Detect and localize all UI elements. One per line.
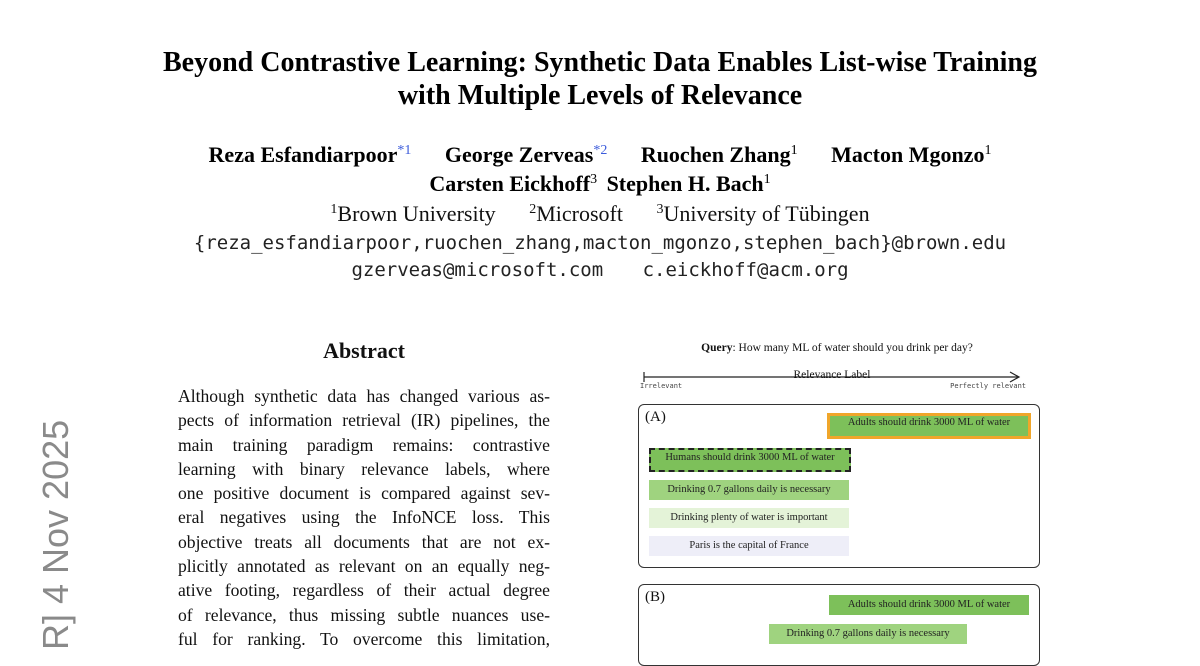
panel-b bbox=[638, 584, 1040, 666]
abstract-line: plicitly annotated as relevant on an equally neg- bbox=[178, 556, 550, 577]
affiliation-1: $^1$Brown University bbox=[330, 201, 496, 226]
panel-b-doc-2: Drinking 0.7 gallons daily is necessary bbox=[769, 624, 967, 644]
abstract-line: of relevance, thus missing subtle nuances use- bbox=[178, 604, 550, 625]
panel-b-label: (B) bbox=[645, 589, 665, 605]
abstract-line: pects of information retrieval (IR) pipelines, the bbox=[178, 410, 550, 431]
paper-title bbox=[100, 46, 1100, 112]
author-1: Reza Esfandiarpoor$^{*1}$ bbox=[208, 142, 412, 167]
abstract-line: ful for ranking. To overcome this limitation, bbox=[178, 628, 550, 649]
abstract-line: eral negatives using the InfoNCE loss. This bbox=[178, 507, 550, 528]
panel-a-doc-1: Adults should drink 3000 ML of water bbox=[827, 413, 1031, 439]
figure-query: Query: How many ML of water should you drink per day? bbox=[701, 342, 973, 354]
abstract-body bbox=[178, 384, 550, 651]
abstract-line: learning with binary relevance labels, where bbox=[178, 458, 550, 479]
panel-a bbox=[638, 404, 1040, 568]
title-line-2: with Multiple Levels of Relevance bbox=[397, 80, 803, 111]
panel-a-doc-5: Paris is the capital of France bbox=[649, 536, 849, 556]
author-4: Macton Mgonzo$^1$ bbox=[831, 142, 992, 167]
author-6: Stephen H. Bach$^1$ bbox=[606, 171, 771, 196]
author-5: Carsten Eickhoff$^3$ bbox=[429, 171, 598, 196]
panel-a-doc-3: Drinking 0.7 gallons daily is necessary bbox=[649, 480, 849, 500]
affiliations bbox=[100, 200, 1100, 228]
email-line-1: {reza_esfandiarpoor,ruochen_zhang,macton_mgonzo,stephen_bach}@brown.edu bbox=[193, 232, 1007, 254]
axis-left-label: Irrelevant bbox=[640, 382, 683, 390]
axis-right-label: Perfectly relevant bbox=[950, 382, 1026, 390]
email-line-2 bbox=[100, 257, 1100, 283]
abstract-line: main training paradigm remains: contrastive bbox=[178, 434, 550, 455]
author-2: George Zerveas$^{*2}$ bbox=[444, 142, 608, 167]
affiliation-3: $^3$University of Tübingen bbox=[656, 201, 870, 226]
email-microsoft: gzerveas@microsoft.com bbox=[351, 259, 604, 281]
abstract-heading: Abstract bbox=[323, 338, 405, 363]
abstract-line: Although synthetic data has changed various as- bbox=[178, 386, 550, 406]
author-3: Ruochen Zhang$^1$ bbox=[640, 142, 798, 167]
author-list bbox=[100, 140, 1100, 198]
abstract-line: objective treats all documents that are not ex- bbox=[178, 531, 550, 552]
panel-a-doc-2: Humans should drink 3000 ML of water bbox=[649, 448, 851, 472]
abstract-line: ative footing, regardless of their actual degree bbox=[178, 580, 550, 601]
panel-b-doc-1: Adults should drink 3000 ML of water bbox=[829, 595, 1029, 615]
arxiv-stamp: R] 4 Nov 2025 bbox=[35, 419, 76, 650]
relevance-axis bbox=[640, 369, 1026, 392]
figure-1 bbox=[632, 336, 1042, 648]
abstract-line: one positive document is compared against sev- bbox=[178, 483, 550, 504]
title-line-1: Beyond Contrastive Learning: Synthetic Data Enables List-wise Training bbox=[162, 47, 1037, 78]
email-acm: c.eickhoff@acm.org bbox=[642, 259, 849, 281]
panel-a-label: (A) bbox=[645, 409, 666, 425]
affiliation-2: $^2$Microsoft bbox=[529, 201, 623, 226]
axis-center-label: Relevance Label bbox=[793, 369, 871, 381]
panel-a-doc-4: Drinking plenty of water is important bbox=[649, 508, 849, 528]
